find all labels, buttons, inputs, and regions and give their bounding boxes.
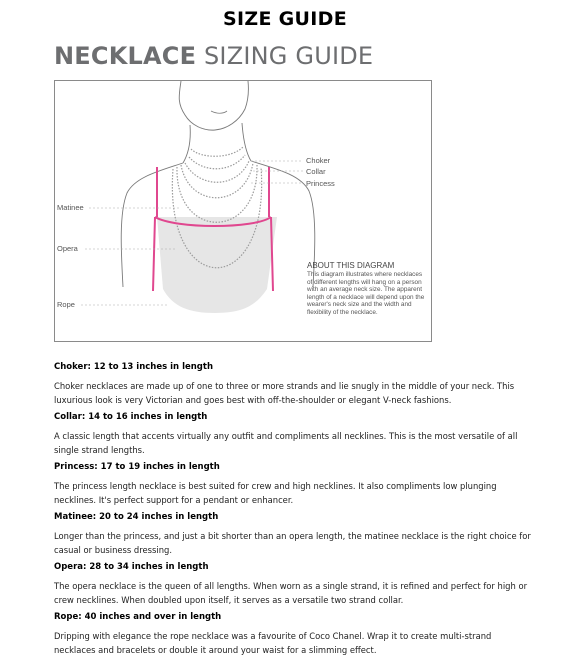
- label-matinee: Matinee: [57, 203, 84, 212]
- guide-heading-bold: NECKLACE: [54, 42, 197, 70]
- size-entry-choker: [54, 361, 534, 407]
- mouth-line: [211, 111, 227, 113]
- size-entry-opera: [54, 561, 534, 607]
- size-heading: Opera: 28 to 34 inches in length: [54, 562, 209, 572]
- size-list: [54, 361, 534, 661]
- size-heading: Choker: 12 to 13 inches in length: [54, 362, 213, 372]
- size-description: Longer than the princess, and just a bit shorter than an opera length, the matinee necklace is the right choice for casual or business dressing.: [54, 531, 531, 555]
- size-description: Choker necklaces are made up of one to three or more strands and lie snugly in the middle of your neck. This luxurious look is very Victorian and goes best with off-the-shoulder or elegant V-neck fashions.: [54, 381, 515, 405]
- label-choker: Choker: [306, 156, 331, 165]
- neck-right: [242, 123, 251, 161]
- head-outline: [179, 81, 248, 130]
- size-description: The princess length necklace is best suited for crew and high necklines. It also compliments low plunging necklines. It's perfect support for a pendant or enhancer.: [54, 481, 497, 505]
- princess-necklace: [185, 161, 249, 182]
- about-diagram-body: This diagram illustrates where necklaces of different lengths will hang on a person with an average neck size. The apparent length of a necklace will depend upon the wearer's neck size and the width and flexibility of the necklace.: [307, 271, 425, 316]
- body-fill: [157, 217, 277, 313]
- size-entry-rope: [54, 611, 534, 657]
- guide-heading: [54, 42, 373, 70]
- size-heading: Princess: 17 to 19 inches in length: [54, 462, 220, 472]
- necklace-diagram: [54, 80, 432, 342]
- size-heading: Collar: 14 to 16 inches in length: [54, 412, 208, 422]
- size-heading: Matinee: 20 to 24 inches in length: [54, 512, 219, 522]
- guide-heading-regular: SIZING GUIDE: [196, 42, 374, 70]
- size-description: Dripping with elegance the rope necklace was a favourite of Coco Chanel. Wrap it to create multi-strand necklaces and bracelets or double it around your waist for a slimming effect.: [54, 631, 492, 655]
- size-heading: Rope: 40 inches and over in length: [54, 612, 222, 622]
- size-entry-matinee: [54, 511, 534, 557]
- size-entry-collar: [54, 411, 534, 457]
- size-description: A classic length that accents virtually any outfit and compliments all necklines. This is the most versatile of all single strand lengths.: [54, 431, 518, 455]
- choker-necklace: [191, 147, 243, 156]
- label-rope: Rope: [57, 300, 75, 309]
- about-diagram-title: ABOUT THIS DIAGRAM: [307, 261, 395, 270]
- collar-necklace: [189, 155, 245, 169]
- opera-necklace: [177, 165, 257, 222]
- size-entry-princess: [54, 461, 534, 507]
- page-title: SIZE GUIDE: [223, 8, 347, 30]
- label-opera: Opera: [57, 244, 78, 253]
- label-collar: Collar: [306, 167, 326, 176]
- label-princess: Princess: [306, 179, 335, 188]
- size-description: The opera necklace is the queen of all lengths. When worn as a single strand, it is refined and perfect for high or crew necklines. When doubled upon itself, it serves as a versatile two strand collar.: [54, 581, 528, 605]
